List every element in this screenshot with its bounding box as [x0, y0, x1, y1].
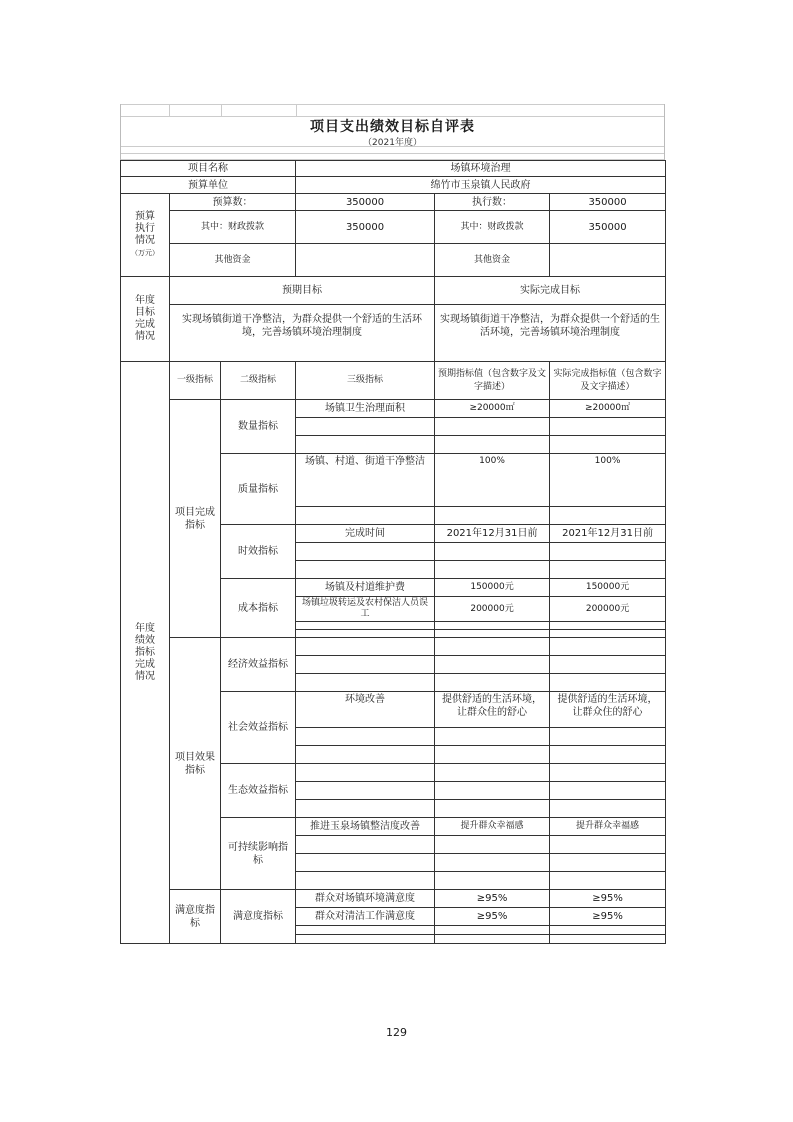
- satisfaction-sub-label: 满意度指标: [221, 890, 296, 944]
- satisfaction-row-1: [121, 890, 666, 908]
- social-actual: 提供舒适的生活环境，让群众住的舒心: [550, 692, 666, 728]
- cost-actual-1: 150000元: [550, 579, 666, 597]
- report-year: （2021年度）: [363, 138, 422, 148]
- social-indicator-label: 社会效益指标: [221, 692, 296, 764]
- quantity-indicator-label: 数量指标: [221, 400, 296, 454]
- fiscal-value-2: 350000: [550, 211, 666, 244]
- other-funds-label-2: 其他资金: [435, 244, 550, 277]
- actual-goal-text: 实现场镇街道干净整洁，为群众提供一个舒适的生活环境，完善场镇环境治理制度: [435, 305, 666, 362]
- quality-expected: 100%: [435, 454, 550, 507]
- goals-header-row: [121, 277, 666, 305]
- fiscal-label-2: 其中：财政拨款: [435, 211, 550, 244]
- other-funds-label: 其他资金: [170, 244, 296, 277]
- fiscal-value: 350000: [296, 211, 435, 244]
- timeliness-actual: 2021年12月31日前: [550, 525, 666, 543]
- actual-value-header: 实际完成指标值（包含数字及文字描述）: [550, 362, 666, 400]
- exec-amount-value: 350000: [550, 194, 666, 211]
- satisfaction-item-2: 群众对清洁工作满意度: [296, 908, 435, 926]
- sustain-indicator-label: 可持续影响指标: [221, 818, 296, 890]
- indicator-header-row: [121, 362, 666, 400]
- satisfaction-indicator-label: 满意度指标: [170, 890, 221, 944]
- timeliness-expected: 2021年12月31日前: [435, 525, 550, 543]
- project-name-value: 场镇环境治理: [296, 161, 666, 177]
- budget-unit-row: [121, 177, 666, 194]
- timeliness-item: 完成时间: [296, 525, 435, 543]
- goals-side-label: 年度目标完成情况: [121, 277, 170, 362]
- quality-actual: 100%: [550, 454, 666, 507]
- satisfaction-expected-1: ≥95%: [435, 890, 550, 908]
- satisfaction-item-1: 群众对场镇环境满意度: [296, 890, 435, 908]
- level1-header: 一级指标: [170, 362, 221, 400]
- expected-goal-text: 实现场镇街道干净整洁，为群众提供一个舒适的生活环境，完善场镇环境治理制度: [170, 305, 435, 362]
- budget-row: [121, 194, 666, 211]
- cost-expected-1: 150000元: [435, 579, 550, 597]
- budget-unit-value: 绵竹市玉泉镇人民政府: [296, 177, 666, 194]
- quality-item: 场镇、村道、街道干净整洁: [296, 454, 435, 507]
- sustain-actual: 提升群众幸福感: [550, 818, 666, 836]
- quantity-actual: ≥20000㎡: [550, 400, 666, 418]
- fiscal-row: [121, 211, 666, 244]
- budget-exec-side-label: 预算执行情况 （万元）: [121, 194, 170, 277]
- sheet-header: [120, 104, 665, 160]
- budget-amount-label: 预算数：: [170, 194, 296, 211]
- other-funds-value-2: [550, 244, 666, 277]
- satisfaction-actual-2: ≥95%: [550, 908, 666, 926]
- social-item: 环境改善: [296, 692, 435, 728]
- evaluation-table: [120, 160, 666, 944]
- expected-value-header: 预期指标值（包含数字及文字描述）: [435, 362, 550, 400]
- cost-item-1: 场镇及村道维护费: [296, 579, 435, 597]
- page-title: 项目支出绩效目标自评表: [310, 119, 475, 135]
- effect-indicator-label: 项目效果指标: [170, 638, 221, 890]
- cost-item-2: 场镇垃圾转运及农村保洁人员误工: [296, 597, 435, 622]
- timeliness-indicator-label: 时效指标: [221, 525, 296, 579]
- ecological-indicator-label: 生态效益指标: [221, 764, 296, 818]
- economic-row-1: [121, 638, 666, 656]
- quantity-item: 场镇卫生治理面积: [296, 400, 435, 418]
- budget-amount-value: 350000: [296, 194, 435, 211]
- goals-text-row: [121, 305, 666, 362]
- social-expected: 提供舒适的生活环境，让群众住的舒心: [435, 692, 550, 728]
- exec-amount-label: 执行数：: [435, 194, 550, 211]
- level2-header: 二级指标: [221, 362, 296, 400]
- quantity-row-1: [121, 400, 666, 418]
- sustain-expected: 提升群众幸福感: [435, 818, 550, 836]
- economic-indicator-label: 经济效益指标: [221, 638, 296, 692]
- project-name-label: 项目名称: [121, 161, 296, 177]
- other-funds-value: [296, 244, 435, 277]
- satisfaction-expected-2: ≥95%: [435, 908, 550, 926]
- budget-unit-label: 预算单位: [121, 177, 296, 194]
- cost-actual-2: 200000元: [550, 597, 666, 622]
- cost-indicator-label: 成本指标: [221, 579, 296, 638]
- other-funds-row: [121, 244, 666, 277]
- cost-expected-2: 200000元: [435, 597, 550, 622]
- satisfaction-actual-1: ≥95%: [550, 890, 666, 908]
- quantity-expected: ≥20000㎡: [435, 400, 550, 418]
- completion-indicator-label: 项目完成指标: [170, 400, 221, 638]
- quality-indicator-label: 质量指标: [221, 454, 296, 525]
- self-evaluation-sheet: [120, 104, 665, 944]
- indicators-side-label: 年度绩效指标完成情况: [121, 362, 170, 944]
- actual-goal-header: 实际完成目标: [435, 277, 666, 305]
- expected-goal-header: 预期目标: [170, 277, 435, 305]
- sustain-item: 推进玉泉场镇整洁度改善: [296, 818, 435, 836]
- project-name-row: [121, 161, 666, 177]
- page-number: 129: [386, 1026, 407, 1039]
- fiscal-label: 其中：财政拨款: [170, 211, 296, 244]
- level3-header: 三级指标: [296, 362, 435, 400]
